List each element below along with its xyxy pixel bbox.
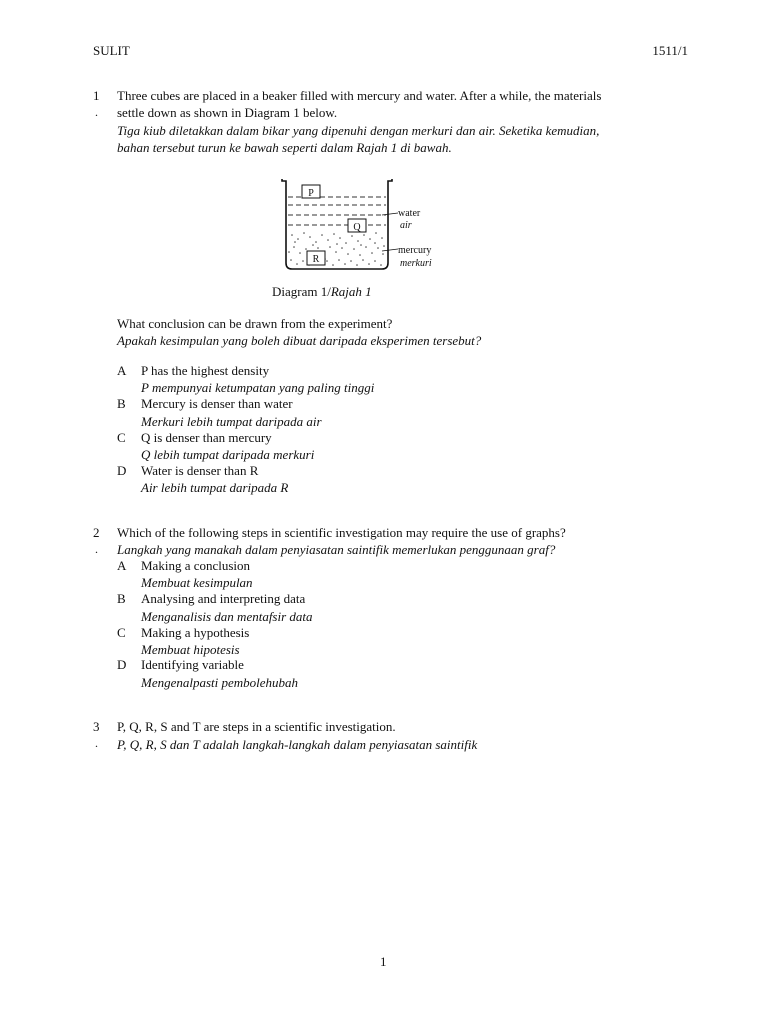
q1-text-ms-2: bahan tersebut turun ke bawah seperti dalam Rajah 1 di bawah. (117, 140, 452, 155)
option-letter: D (117, 463, 127, 478)
water-pointer (382, 213, 398, 215)
option-text-en: Identifying variable (141, 657, 244, 672)
cube-p-label: P (308, 188, 314, 199)
option-text-en: Q is denser than mercury (141, 430, 272, 445)
question-number: 1 (93, 88, 100, 103)
option-text-ms: Mengenalpasti pembolehubah (141, 675, 299, 690)
beaker-diagram (278, 175, 448, 275)
option-text-en: Mercury is denser than water (141, 396, 293, 411)
header-left: SULIT (93, 43, 130, 58)
option-text-ms: Q lebih tumpat daripada merkuri (141, 447, 315, 462)
option-text-ms: P mempunyai ketumpatan yang paling tinggi (141, 380, 375, 395)
header-right: 1511/1 (652, 43, 688, 58)
option-text-en: Water is denser than R (141, 463, 259, 478)
diagram-caption-ms: Rajah 1 (330, 284, 372, 299)
mercury-pointer (382, 249, 398, 251)
option-letter: C (117, 625, 126, 640)
option-text-en: Making a hypothesis (141, 625, 250, 640)
option-letter: B (117, 396, 126, 411)
option-letter: A (117, 363, 127, 378)
water-label: water (398, 208, 421, 219)
option-text-ms: Membuat hipotesis (141, 642, 240, 657)
option-text-en: Making a conclusion (141, 558, 251, 573)
page-number: 1 (380, 954, 387, 969)
option-letter: A (117, 558, 127, 573)
diagram-caption (272, 284, 372, 300)
question-number-dot: . (95, 736, 98, 750)
cube-q-label: Q (353, 222, 361, 233)
q2-question-ms: Langkah yang manakah dalam penyiasatan saintifik memerlukan penggunaan graf? (117, 542, 556, 557)
q1-question-en: What conclusion can be drawn from the experiment? (117, 316, 393, 331)
question-number-dot: . (95, 105, 98, 119)
mercury-layer (288, 232, 385, 266)
mercury-label: mercury (398, 245, 432, 256)
beaker-outline (282, 179, 392, 269)
water-layer (288, 197, 386, 225)
q1-question-ms: Apakah kesimpulan yang boleh dibuat daripada eksperimen tersebut? (117, 333, 482, 348)
option-text-ms: Membuat kesimpulan (141, 575, 253, 590)
option-letter: B (117, 591, 126, 606)
q2-question-en: Which of the following steps in scientific investigation may require the use of graphs? (117, 525, 566, 540)
option-letter: D (117, 657, 127, 672)
option-text-en: P has the highest density (141, 363, 270, 378)
q1-text-ms-1: Tiga kiub diletakkan dalam bikar yang dipenuhi dengan merkuri dan air. Seketika kemudian, (117, 123, 600, 138)
water-label-ms: air (400, 220, 412, 231)
diagram-caption-en: Diagram 1/ (272, 284, 331, 299)
option-text-en: Analysing and interpreting data (141, 591, 306, 606)
cube-r-label: R (312, 254, 320, 265)
q3-question-en: P, Q, R, S and T are steps in a scientific investigation. (117, 719, 396, 734)
option-text-ms: Merkuri lebih tumpat daripada air (141, 414, 322, 429)
q1-text-en-2: settle down as shown in Diagram 1 below. (117, 105, 338, 120)
q3-question-ms: P, Q, R, S dan T adalah langkah-langkah dalam penyiasatan saintifik (117, 737, 478, 752)
option-letter: C (117, 430, 126, 445)
question-number: 3 (93, 719, 100, 734)
option-text-ms: Air lebih tumpat daripada R (141, 480, 289, 495)
question-number: 2 (93, 525, 100, 540)
mercury-label-ms: merkuri (400, 258, 432, 269)
option-text-ms: Menganalisis dan mentafsir data (141, 609, 313, 624)
question-number-dot: . (95, 542, 98, 556)
q1-text-en-1: Three cubes are placed in a beaker filled with mercury and water. After a while, the materials (117, 88, 602, 103)
